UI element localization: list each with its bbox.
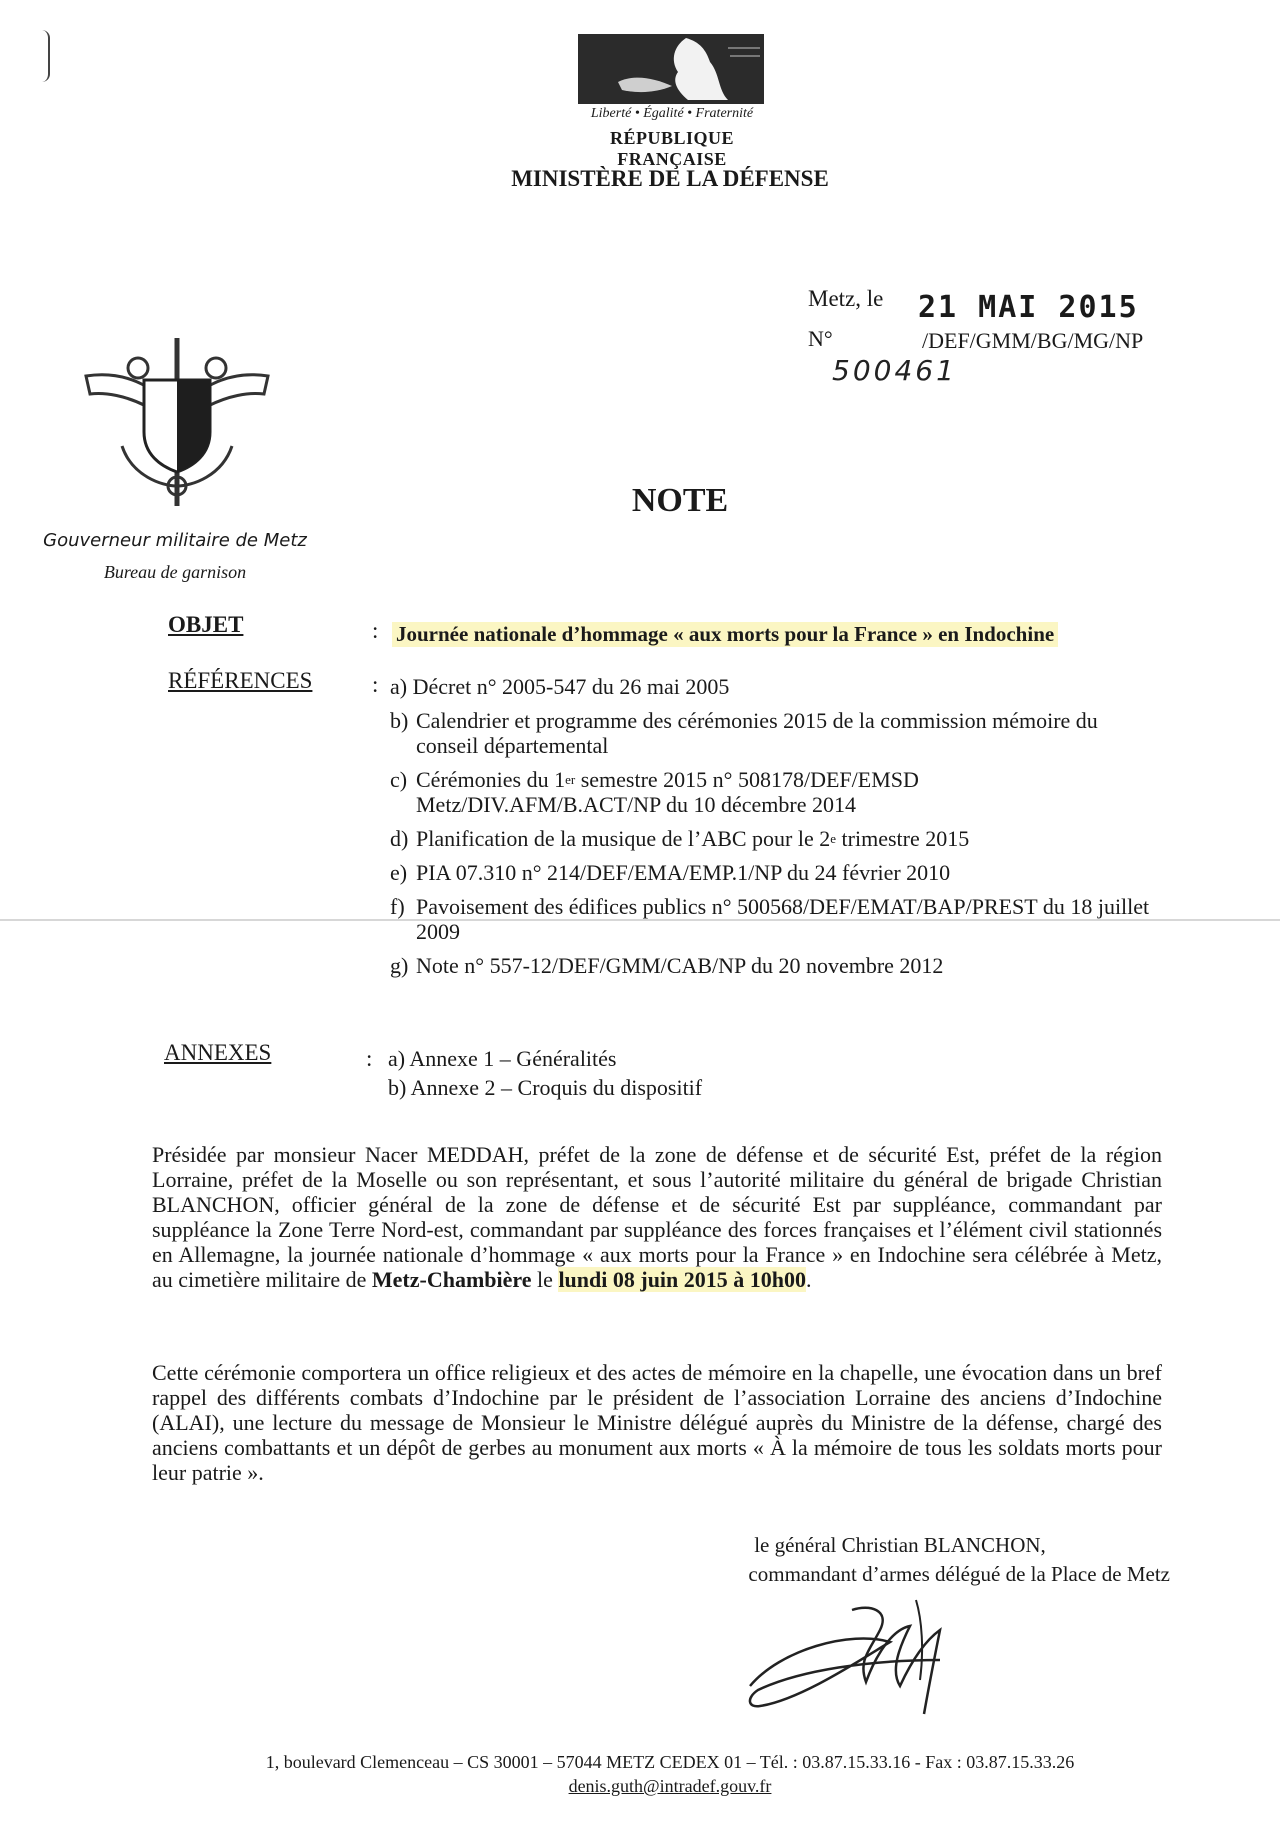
annexes-colon: : — [366, 1046, 373, 1071]
number-label: N° — [808, 326, 833, 351]
reference-item-e: e) PIA 07.310 n° 214/DEF/EMA/EMP.1/NP du 24 février 2010 — [390, 860, 951, 885]
scan-edge-mark — [38, 30, 50, 82]
ceremony-place: Metz-Chambière — [371, 1267, 532, 1292]
objet-colon: : — [372, 618, 379, 643]
republic-motto: Liberté • Égalité • Fraternité — [590, 106, 754, 121]
page-title: NOTE — [631, 482, 729, 519]
reference-item-c: c) Cérémonies du 1er semestre 2015 n° 508178/DEF/EMSD Metz/DIV.AFM/B.ACT/NP du 10 décembre 2014 — [390, 767, 919, 817]
objet-text: Journée nationale d’hommage « aux morts pour la France » en Indochine — [392, 622, 1058, 647]
references-label: RÉFÉRENCES — [168, 668, 313, 693]
references-colon: : — [372, 672, 379, 697]
stamped-date: 21 MAI 2015 — [918, 290, 1139, 325]
handwritten-signature — [740, 1590, 980, 1720]
ceremony-date: lundi 08 juin 2015 à 10h00 — [558, 1267, 807, 1292]
annexes-list — [388, 1044, 702, 1102]
reference-code: /DEF/GMM/BG/MG/NP — [922, 328, 1144, 353]
marianne-logo — [578, 34, 764, 104]
annex-item-b: b) Annexe 2 – Croquis du dispositif — [388, 1075, 703, 1100]
objet-label: OBJET — [168, 612, 244, 637]
military-emblem-icon — [82, 336, 272, 512]
reference-item-b: b) Calendrier et programme des cérémonies 2015 de la commission mémoire du conseil départemental — [390, 708, 1098, 758]
reference-item-g: g) Note n° 557-12/DEF/GMM/CAB/NP du 20 novembre 2012 — [390, 953, 944, 978]
place-label: Metz, le — [808, 286, 884, 311]
references-list — [390, 674, 1160, 987]
footer-address: 1, boulevard Clemenceau – CS 30001 – 57044 METZ CEDEX 01 – Tél. : 03.87.15.33.16 - Fax : 03.87.15.33.26 — [265, 1752, 1075, 1772]
ministry-name: MINISTÈRE DE LA DÉFENSE — [511, 166, 829, 191]
annexes-label: ANNEXES — [164, 1040, 272, 1065]
republique-francaise: RÉPUBLIQUE FRANÇAISE — [609, 128, 735, 169]
handwritten-number: 500461 — [832, 354, 957, 387]
footer-email-link[interactable]: denis.guth@intradef.gouv.fr — [568, 1776, 772, 1796]
reference-item-a: a) Décret n° 2005-547 du 26 mai 2005 — [390, 674, 730, 699]
signatory-name: le général Christian BLANCHON, — [754, 1533, 1046, 1557]
issuer-bureau: Bureau de garnison — [103, 562, 247, 582]
body-paragraph-2: Cette cérémonie comportera un office religieux et des actes de mémoire en la chapelle, une évocation dans un bref rappel des différents combats d’Indochine par le président de l’association Lorraine des anciens d’Indochine (ALAI), une lecture du message de Monsieur le Ministre délégué auprès du Ministre de la défense, chargé des anciens combattants et un dépôt de gerbes au monument aux morts « À la mémoire de tous les soldats morts pour leur patrie ». — [152, 1360, 1162, 1485]
issuer-gouverneur: Gouverneur militaire de Metz — [43, 530, 307, 551]
signatory-title: commandant d’armes délégué de la Place de Metz — [748, 1562, 1170, 1586]
reference-item-f: f) Pavoisement des édifices publics n° 500568/DEF/EMAT/BAP/PREST du 18 juillet 2009 — [390, 894, 1150, 944]
reference-item-d: d) Planification de la musique de l’ABC pour le 2e trimestre 2015 — [390, 826, 970, 851]
body-paragraph-1: Présidée par monsieur Nacer MEDDAH, préfet de la zone de défense et de sécurité Est, préfet de la région Lorraine, préfet de la Moselle ou son représentant, et sous l’autorité militaire du général de brigade Christian BLANCHON, officier général de la zone de défense et de sécurité Est par suppléance, commandant par suppléance la Zone Terre Nord-est, commandant par suppléance des forces françaises et l’élément civil stationnés en Allemagne, la journée nationale d’hommage « aux morts pour la France » en Indochine sera célébrée à Metz, au cimetière militaire de Metz-Chambière le lundi 08 juin 2015 à 10h00. — [152, 1142, 1162, 1292]
annex-item-a: a) Annexe 1 – Généralités — [388, 1046, 617, 1071]
